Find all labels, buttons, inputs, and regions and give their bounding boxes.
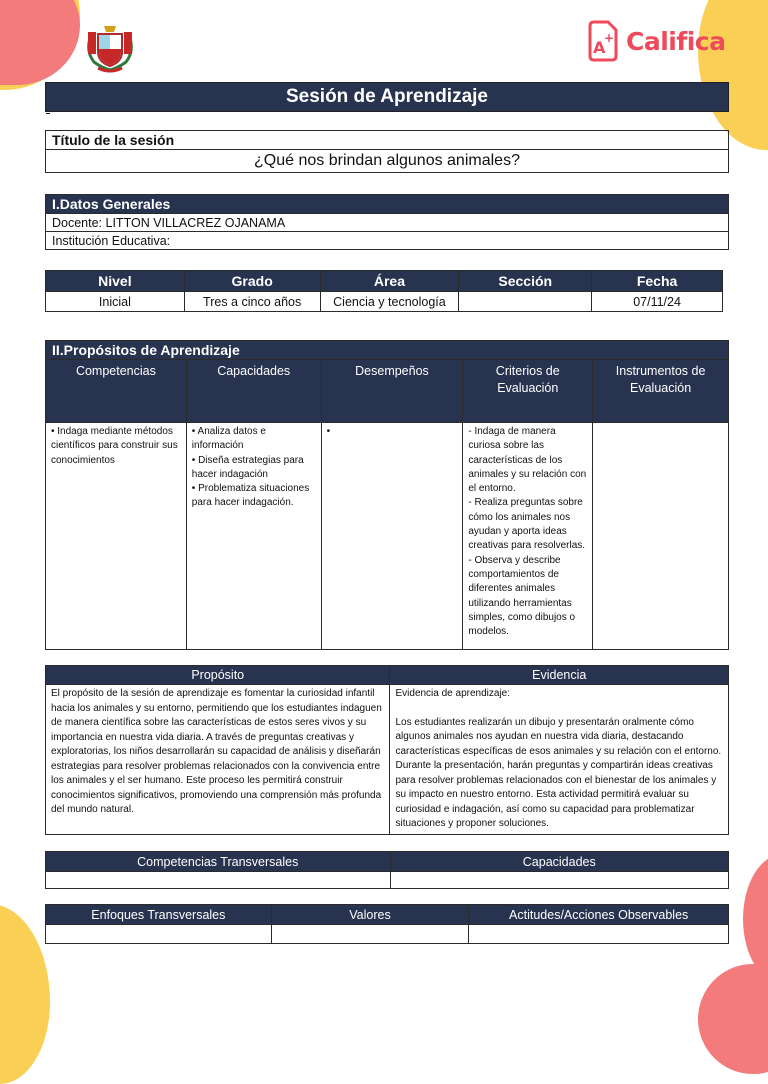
list-item: - Indaga de manera curiosa sobre las características de los animales y su relación con el entorno. [468, 426, 587, 495]
learning-purposes-table [45, 340, 729, 650]
col-header-grado: Grado [184, 271, 320, 292]
seccion-value [459, 292, 592, 312]
evidence-text: Los estudiantes realizarán un dibujo y presentarán oralmente cómo algunos animales nos ayudan en nuestra vida diaria, destacando características específicas de esos animales y su relación con el entorno. Durante la presentación, harán preguntas y compartirán ideas creativas para resolver problemas relacionados con el bienestar de los animales y su impacto en nuestro entorno. Esta actividad permitirá evaluar su curiosidad e indagación, así como su capacidad para problematizar situaciones y proponer soluciones. [395, 716, 722, 829]
col-header-criterios: Criterios de Evaluación [463, 360, 593, 423]
nivel-value: Inicial [46, 292, 185, 312]
col-header-competencias: Competencias [46, 360, 187, 423]
list-item: • Indaga mediante métodos científicos para construir sus conocimientos [51, 426, 178, 466]
desempenos-cell [321, 423, 463, 650]
purpose-evidence-table [45, 665, 729, 835]
list-item: • Diseña estrategias para hacer indagación [191, 454, 304, 480]
col-header-valores: Valores [271, 905, 469, 925]
session-title-label: Título de la sesión [46, 131, 729, 150]
list-item: - Realiza preguntas sobre cómo los animales nos ayudan y aporta ideas creativas para resolverlas. [468, 497, 586, 552]
learning-purposes-heading: II.Propósitos de Aprendizaje [46, 341, 729, 360]
list-item: • Problematiza situaciones para hacer indagación. [191, 483, 310, 509]
criterios-cell [463, 423, 593, 650]
level-table [45, 270, 723, 312]
col-header-seccion: Sección [459, 271, 592, 292]
general-data-heading: I.Datos Generales [46, 195, 729, 214]
fecha-value: 07/11/24 [592, 292, 723, 312]
coat-of-arms-icon [84, 18, 136, 74]
transversal-approaches-table [45, 904, 729, 944]
session-title-table [45, 130, 729, 173]
empty-cell [46, 925, 272, 944]
col-header-evidencia: Evidencia [390, 666, 729, 685]
transversal-competences-table [45, 851, 729, 889]
capacidades-cell [186, 423, 321, 650]
evidence-cell [390, 685, 729, 835]
area-value: Ciencia y tecnología [320, 292, 459, 312]
col-header-area: Área [320, 271, 459, 292]
brand-name: Califica [626, 26, 726, 56]
instrumentos-cell [593, 423, 729, 650]
col-header-desempenos: Desempeños [321, 360, 463, 423]
divider [46, 113, 50, 114]
page-title: Sesión de Aprendizaje [45, 82, 729, 112]
empty-cell [46, 872, 391, 889]
col-header-actitudes: Actitudes/Acciones Observables [469, 905, 729, 925]
svg-text:A: A [593, 38, 606, 57]
institution-field: Institución Educativa: [46, 232, 729, 250]
session-title-value: ¿Qué nos brindan algunos animales? [46, 150, 729, 173]
col-header-instrumentos: Instrumentos de Evaluación [593, 360, 729, 423]
col-header-competencias-transversales: Competencias Transversales [46, 852, 391, 872]
list-item: - Observa y describe comportamientos de diferentes animales utilizando herramientas simples, como dibujos o modelos. [468, 554, 576, 638]
col-header-capacidades-transversales: Capacidades [390, 852, 729, 872]
empty-cell [390, 872, 729, 889]
list-item: • Analiza datos e información [191, 426, 266, 452]
competencias-cell [46, 423, 187, 650]
decor-blob-coral-top-left [0, 0, 80, 85]
general-data-table [45, 194, 729, 250]
brand-logo [586, 18, 726, 64]
svg-text:+: + [604, 31, 615, 45]
teacher-field: Docente: LITTON VILLACREZ OJANAMA [46, 214, 729, 232]
col-header-enfoques: Enfoques Transversales [46, 905, 272, 925]
col-header-proposito: Propósito [46, 666, 390, 685]
empty-cell [271, 925, 469, 944]
col-header-fecha: Fecha [592, 271, 723, 292]
col-header-nivel: Nivel [46, 271, 185, 292]
evidence-label: Evidencia de aprendizaje: [395, 688, 511, 699]
califica-logo-icon [586, 20, 620, 62]
col-header-capacidades: Capacidades [186, 360, 321, 423]
purpose-text: El propósito de la sesión de aprendizaje es fomentar la curiosidad infantil hacia los animales y su entorno, permitiendo que los estudiantes indaguen de manera científica sobre las características de estos seres vivos y su importancia en nuestra vida diaria. A través de preguntas creativas y exploratorias, los niños desarrollarán su capacidad de análisis y diseñarán estrategias para resolver problemas relacionados con la convivencia entre los animales y el ser humano. Este proceso les permitirá construir conocimientos significativos, promoviendo una comprensión más profunda del mundo natural. [46, 685, 390, 835]
decor-blob-yellow-bottom-left [0, 904, 50, 1084]
list-item: • [326, 426, 331, 437]
empty-cell [469, 925, 729, 944]
decor-blob-coral-bottom-corner [698, 964, 768, 1074]
grado-value: Tres a cinco años [184, 292, 320, 312]
